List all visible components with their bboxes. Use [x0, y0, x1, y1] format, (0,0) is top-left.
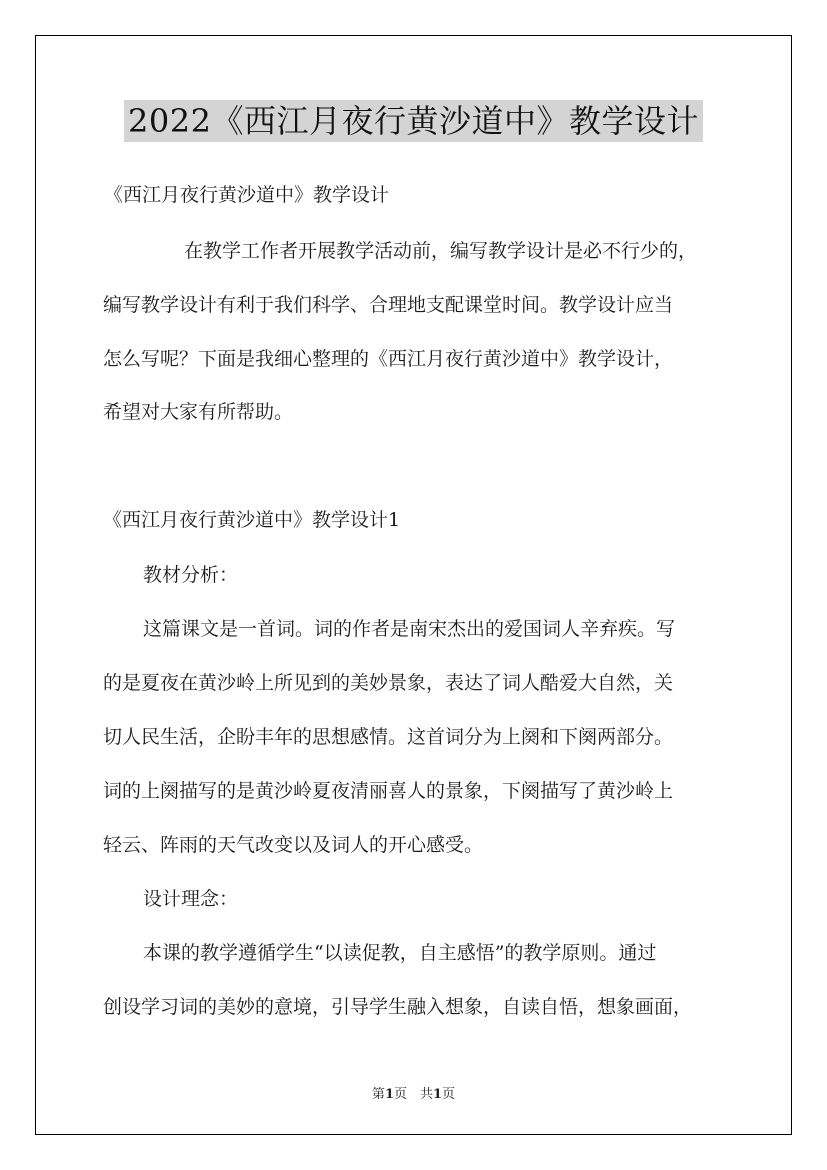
concept-heading: 设计理念： — [143, 888, 239, 910]
footer-current-page: 1 — [384, 1087, 394, 1102]
footer-total-pages: 1 — [433, 1087, 443, 1102]
footer-prefix: 第 — [371, 1087, 385, 1102]
concept-line-1: 本课的教学遵循学生“以读促教，自主感悟”的教学原则。通过 — [143, 942, 657, 964]
intro-line-1: 在教学工作者开展教学活动前，编写教学设计是必不行少的， — [184, 240, 698, 262]
analysis-line-4: 词的上阕描写的是黄沙岭夏夜清丽喜人的景象，下阕描写了黄沙岭上 — [103, 780, 674, 802]
intro-line-3: 怎么写呢？下面是我细心整理的《西江月夜行黄沙道中》教学设计， — [103, 348, 674, 370]
analysis-line-3: 切人民生活，企盼丰年的思想感情。这首词分为上阕和下阕两部分。 — [103, 726, 674, 748]
analysis-heading: 教材分析： — [143, 564, 239, 586]
subtitle: 《西江月夜行黄沙道中》教学设计 — [104, 184, 390, 206]
intro-line-2: 编写教学设计有利于我们科学、合理地支配课堂时间。教学设计应当 — [103, 294, 674, 316]
analysis-line-1: 这篇课文是一首词。词的作者是南宋杰出的爱国词人辛弃疾。写 — [143, 618, 676, 640]
page-footer — [0, 1083, 827, 1102]
concept-line-2: 创设学习词的美妙的意境，引导学生融入想象，自读自悟，想象画面， — [103, 996, 693, 1018]
footer-mid: 页 共 — [393, 1087, 433, 1102]
intro-line-4: 希望对大家有所帮助。 — [103, 401, 294, 423]
analysis-line-5: 轻云、阵雨的天气改变以及词人的开心感受。 — [103, 834, 484, 856]
footer-suffix: 页 — [442, 1087, 456, 1102]
section-heading: 《西江月夜行黄沙道中》教学设计1 — [103, 509, 401, 531]
title-container — [0, 100, 827, 142]
analysis-line-2: 的是夏夜在黄沙岭上所见到的美妙景象，表达了词人酷爱大自然，关 — [103, 672, 674, 694]
document-title: 2022《西江月夜行黄沙道中》教学设计 — [124, 100, 703, 142]
